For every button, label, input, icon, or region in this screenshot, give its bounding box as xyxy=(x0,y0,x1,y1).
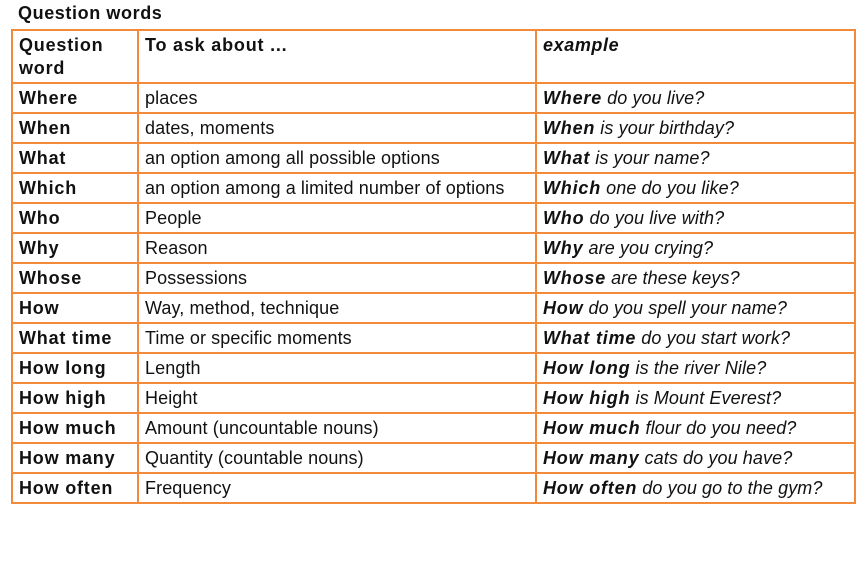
table-row xyxy=(12,293,855,323)
table-row xyxy=(12,383,855,413)
example-question-word: How much xyxy=(543,418,641,438)
example-rest: do you live? xyxy=(602,88,705,108)
example-cell xyxy=(536,233,855,263)
example-cell xyxy=(536,293,855,323)
question-word-cell: What xyxy=(12,143,138,173)
header-question-word: Question word xyxy=(12,30,138,83)
example-cell xyxy=(536,83,855,113)
example-question-word: How xyxy=(543,298,584,318)
ask-about-cell: Amount (uncountable nouns) xyxy=(138,413,536,443)
question-word-cell: Who xyxy=(12,203,138,233)
table-row xyxy=(12,233,855,263)
question-word-cell: Which xyxy=(12,173,138,203)
question-word-cell: What time xyxy=(12,323,138,353)
example-rest: do you spell your name? xyxy=(583,298,787,318)
question-word-cell: Whose xyxy=(12,263,138,293)
example-question-word: Where xyxy=(543,88,603,108)
ask-about-cell: People xyxy=(138,203,536,233)
example-question-word: Who xyxy=(543,208,585,228)
table-row xyxy=(12,473,855,503)
example-rest: cats do you have? xyxy=(639,448,793,468)
table-row xyxy=(12,173,855,203)
table-row xyxy=(12,323,855,353)
example-cell xyxy=(536,323,855,353)
example-question-word: Whose xyxy=(543,268,607,288)
question-words-table xyxy=(11,29,856,504)
example-cell xyxy=(536,143,855,173)
example-rest: is your name? xyxy=(590,148,710,168)
example-question-word: Which xyxy=(543,178,601,198)
ask-about-cell: Height xyxy=(138,383,536,413)
question-word-cell: How much xyxy=(12,413,138,443)
header-example: example xyxy=(536,30,855,83)
example-rest: do you start work? xyxy=(636,328,791,348)
table-row xyxy=(12,113,855,143)
table-row xyxy=(12,413,855,443)
example-question-word: How high xyxy=(543,388,631,408)
example-question-word: What time xyxy=(543,328,637,348)
header-to-ask-about: To ask about ... xyxy=(138,30,536,83)
table-row xyxy=(12,353,855,383)
question-word-cell: How often xyxy=(12,473,138,503)
example-cell xyxy=(536,413,855,443)
example-cell xyxy=(536,113,855,143)
example-question-word: How many xyxy=(543,448,640,468)
question-word-cell: Where xyxy=(12,83,138,113)
example-question-word: Why xyxy=(543,238,584,258)
question-word-cell: How xyxy=(12,293,138,323)
example-rest: are you crying? xyxy=(583,238,714,258)
question-word-cell: When xyxy=(12,113,138,143)
example-rest: flour do you need? xyxy=(640,418,797,438)
example-rest: are these keys? xyxy=(606,268,740,288)
example-rest: do you live with? xyxy=(584,208,725,228)
ask-about-cell: an option among all possible options xyxy=(138,143,536,173)
ask-about-cell: Way, method, technique xyxy=(138,293,536,323)
example-question-word: When xyxy=(543,118,596,138)
ask-about-cell: Reason xyxy=(138,233,536,263)
example-cell xyxy=(536,383,855,413)
question-word-cell: How many xyxy=(12,443,138,473)
example-cell xyxy=(536,443,855,473)
ask-about-cell: Frequency xyxy=(138,473,536,503)
ask-about-cell: Quantity (countable nouns) xyxy=(138,443,536,473)
table-row xyxy=(12,263,855,293)
example-rest: do you go to the gym? xyxy=(637,478,823,498)
example-cell xyxy=(536,353,855,383)
table-row xyxy=(12,203,855,233)
ask-about-cell: Possessions xyxy=(138,263,536,293)
example-cell xyxy=(536,173,855,203)
table-row xyxy=(12,443,855,473)
ask-about-cell: Time or specific moments xyxy=(138,323,536,353)
example-cell xyxy=(536,263,855,293)
table-header-row xyxy=(12,30,855,83)
table-row xyxy=(12,83,855,113)
question-word-cell: How high xyxy=(12,383,138,413)
example-question-word: What xyxy=(543,148,591,168)
example-rest: is your birthday? xyxy=(595,118,735,138)
table-row xyxy=(12,143,855,173)
question-word-cell: How long xyxy=(12,353,138,383)
example-cell xyxy=(536,473,855,503)
document-title: Question words xyxy=(18,3,163,23)
ask-about-cell: Length xyxy=(138,353,536,383)
example-rest: one do you like? xyxy=(601,178,739,198)
example-rest: is the river Nile? xyxy=(630,358,767,378)
ask-about-cell: an option among a limited number of options xyxy=(138,173,536,203)
example-question-word: How long xyxy=(543,358,631,378)
example-question-word: How often xyxy=(543,478,638,498)
example-cell xyxy=(536,203,855,233)
ask-about-cell: places xyxy=(138,83,536,113)
question-word-cell: Why xyxy=(12,233,138,263)
ask-about-cell: dates, moments xyxy=(138,113,536,143)
example-rest: is Mount Everest? xyxy=(630,388,782,408)
